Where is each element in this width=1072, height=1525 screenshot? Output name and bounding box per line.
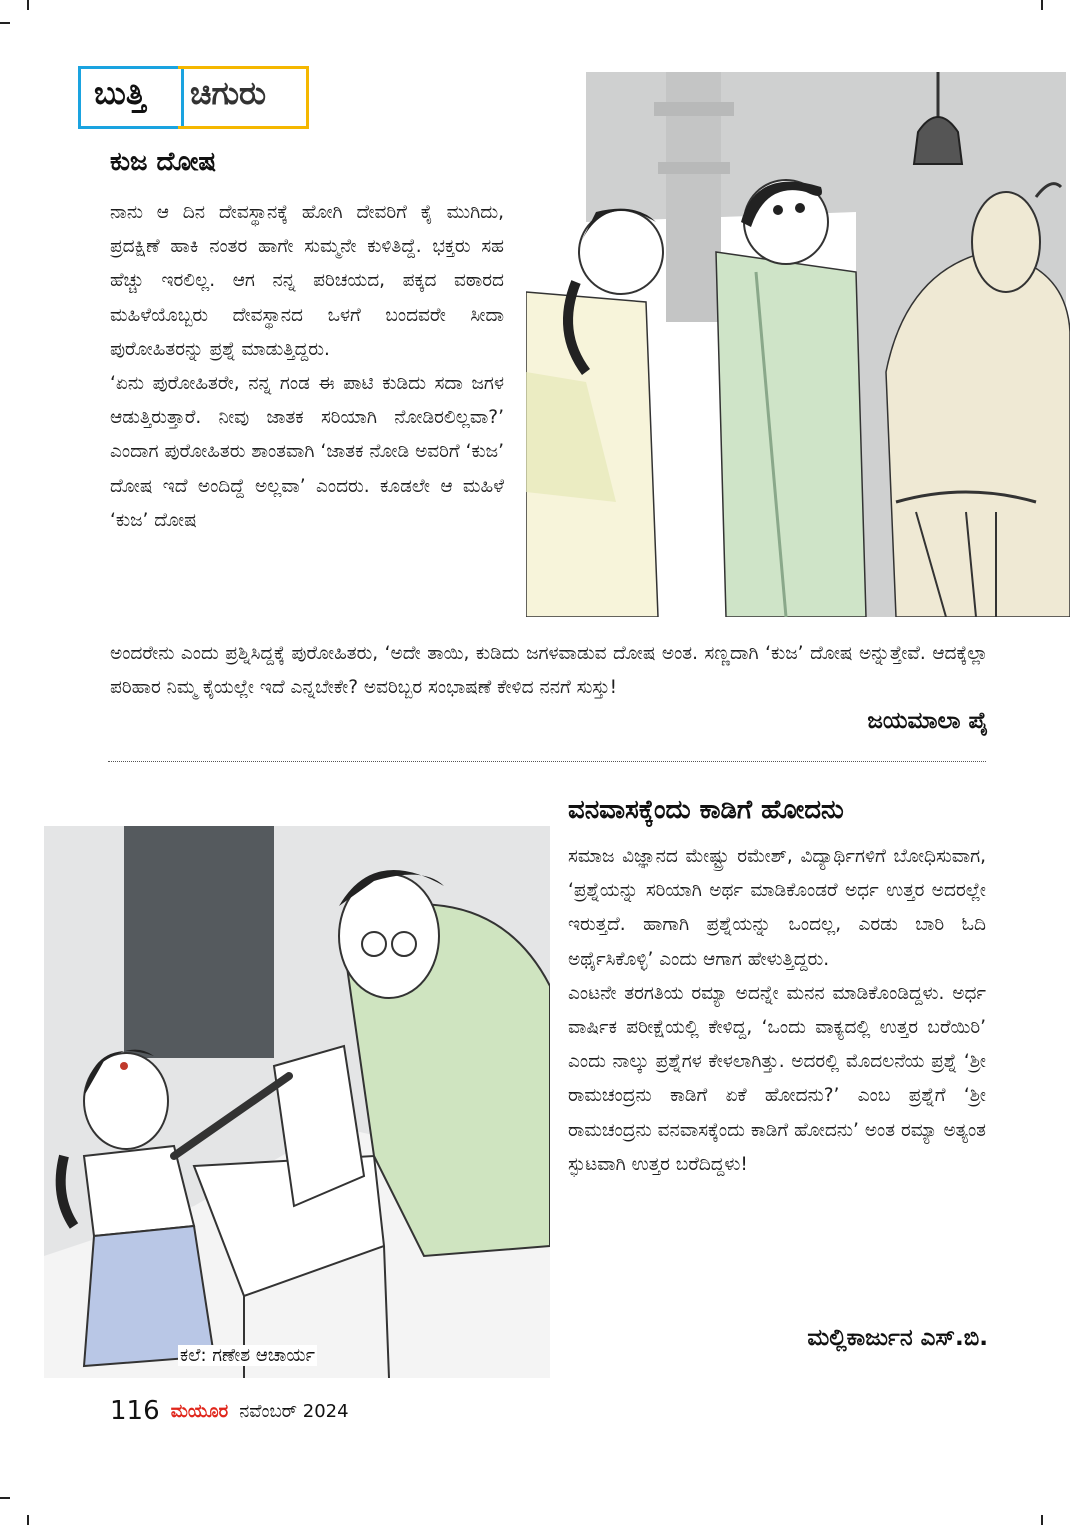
story2-paragraph: ಸಮಾಜ ವಿಜ್ಞಾನದ ಮೇಷ್ಟ್ರು ರಮೇಶ್, ವಿದ್ಯಾರ್ಥಿಗಳಿಗೆ ಬೋಧಿಸುವಾಗ, ‘ಪ್ರಶ್ನೆಯನ್ನು ಸರಿಯಾಗಿ ಅರ್ಥ ಮಾಡಿಕೊಂಡರೆ ಅರ್ಧ ಉತ್ತರ ಅದರಲ್ಲೇ ಇರುತ್ತದೆ. ಹಾಗಾಗಿ ಪ್ರಶ್ನೆಯನ್ನು ಒಂದಲ್ಲ, ಎರಡು ಬಾರಿ ಓದಿ ಅರ್ಥೈಸಿಕೊಳ್ಳಿ’ ಎಂದು ಆಗಾಗ ಹೇಳುತ್ತಿದ್ದರು. xyxy=(568,846,986,970)
section-badge xyxy=(78,66,312,129)
dotted-separator xyxy=(108,761,986,762)
magazine-logo: ಮಯೂರ xyxy=(170,1400,229,1422)
page-number: 116 xyxy=(110,1396,160,1426)
window xyxy=(124,826,274,1058)
badge-word-2: ಚಿಗುರು xyxy=(190,74,267,112)
classroom-illustration xyxy=(44,826,550,1378)
crop-mark xyxy=(1041,0,1043,10)
story2-title: ವನವಾಸಕ್ಕೆಂದು ಕಾಡಿಗೆ ಹೋದನು xyxy=(568,795,844,825)
story1-title: ಕುಜ ದೋಷ xyxy=(110,147,217,177)
illustration-credit: ಕಲೆ: ಗಣೇಶ ಆಚಾರ್ಯ xyxy=(180,1345,316,1366)
crop-mark xyxy=(27,1515,29,1525)
story1-column-text xyxy=(110,196,504,538)
story1-author: ಜಯಮಾಲಾ ಪೈ xyxy=(867,708,988,734)
story1-paragraph: ಅಂದರೇನು ಎಂದು ಪ್ರಶ್ನಿಸಿದ್ದಕ್ಕೆ ಪುರೋಹಿತರು, ‘ಅದೇ ತಾಯಿ, ಕುಡಿದು ಜಗಳವಾಡುವ ದೋಷ ಅಂತ. ಸಣ್ಣದಾಗಿ ‘ಕುಜ’ ದೋಷ ಅನ್ನುತ್ತೇವೆ. ಆದಕ್ಕೆಲ್ಲಾ ಪರಿಹಾರ ನಿಮ್ಮ ಕೈಯಲ್ಲೇ ಇದೆ ಎನ್ನಬೇಕೇ? ಅವರಿಬ್ಬರ ಸಂಭಾಷಣೆ ಕೇಳಿದ ನನಗೆ ಸುಸ್ತು! xyxy=(110,643,988,699)
story1-paragraph: ನಾನು ಆ ದಿನ ದೇವಸ್ಥಾನಕ್ಕೆ ಹೋಗಿ ದೇವರಿಗೆ ಕೈ ಮುಗಿದು, ಪ್ರದಕ್ಷಿಣೆ ಹಾಕಿ ನಂತರ ಹಾಗೇ ಸುಮ್ಮನೇ ಕುಳಿತಿದ್ದೆ. ಭಕ್ತರು ಸಹ ಹೆಚ್ಚು ಇರಲಿಲ್ಲ. ಆಗ ನನ್ನ ಪರಿಚಯದ, ಪಕ್ಕದ ವಠಾರದ ಮಹಿಳೆಯೊಬ್ಬರು ದೇವಸ್ಥಾನದ ಒಳಗೆ ಬಂದವರೇ ಸೀದಾ ಪುರೋಹಿತರನ್ನು ಪ್ರಶ್ನೆ ಮಾಡುತ್ತಿದ್ದರು. xyxy=(110,202,504,360)
badge-word-1: ಬುತ್ತಿ xyxy=(94,74,146,112)
story2-author: ಮಲ್ಲಿಕಾರ್ಜುನ ಎಸ್.ಬಿ. xyxy=(807,1325,988,1351)
story2-paragraph: ಎಂಟನೇ ತರಗತಿಯ ರಮ್ಯಾ ಅದನ್ನೇ ಮನನ ಮಾಡಿಕೊಂಡಿದ್ದಳು. ಅರ್ಧ ವಾರ್ಷಿಕ ಪರೀಕ್ಷೆಯಲ್ಲಿ ಕೇಳಿದ್ದ, ‘ಒಂದು ವಾಕ್ಯದಲ್ಲಿ ಉತ್ತರ ಬರೆಯಿರಿ’ ಎಂದು ನಾಲ್ಕು ಪ್ರಶ್ನೆಗಳ ಕೇಳಲಾಗಿತ್ತು. ಅದರಲ್ಲಿ ಮೊದಲನೆಯ ಪ್ರಶ್ನೆ ‘ಶ್ರೀ ರಾಮಚಂದ್ರನು ಕಾಡಿಗೆ ಏಕೆ ಹೋದನು?’ ಎಂಬ ಪ್ರಶ್ನೆಗೆ ‘ಶ್ರೀ ರಾಮಚಂದ್ರನು ವನವಾಸಕ್ಕೆಂದು ಕಾಡಿಗೆ ಹೋದನು’ ಅಂತ ರಮ್ಯಾ ಅತ್ಯಂತ ಸ್ಫುಟವಾಗಿ ಉತ್ತರ ಬರೆದಿದ್ದಳು! xyxy=(568,982,986,1175)
crop-mark xyxy=(0,22,10,24)
crop-mark xyxy=(27,0,29,10)
page-footer xyxy=(110,1396,349,1426)
issue-date: ನವೆಂಬರ್ 2024 xyxy=(239,1400,349,1422)
temple-illustration xyxy=(526,72,1070,617)
story2-column-text xyxy=(568,840,986,1182)
crop-mark xyxy=(0,1497,10,1499)
crop-mark xyxy=(1041,1515,1043,1525)
story1-full-width-text xyxy=(110,637,988,705)
story1-paragraph: ‘ಏನು ಪುರೋಹಿತರೇ, ನನ್ನ ಗಂಡ ಈ ಪಾಟಿ ಕುಡಿದು ಸದಾ ಜಗಳ ಆಡುತ್ತಿರುತ್ತಾರೆ. ನೀವು ಜಾತಕ ಸರಿಯಾಗಿ ನೋಡಿರಲಿಲ್ಲವಾ?’ ಎಂದಾಗ ಪುರೋಹಿತರು ಶಾಂತವಾಗಿ ‘ಜಾತಕ ನೋಡಿ ಅವರಿಗೆ ‘ಕುಜ’ ದೋಷ ಇದೆ ಅಂದಿದ್ದೆ ಅಲ್ಲವಾ’ ಎಂದರು. ಕೂಡಲೇ ಆ ಮಹಿಳೆ ‘ಕುಜ’ ದೋಷ xyxy=(110,373,504,531)
